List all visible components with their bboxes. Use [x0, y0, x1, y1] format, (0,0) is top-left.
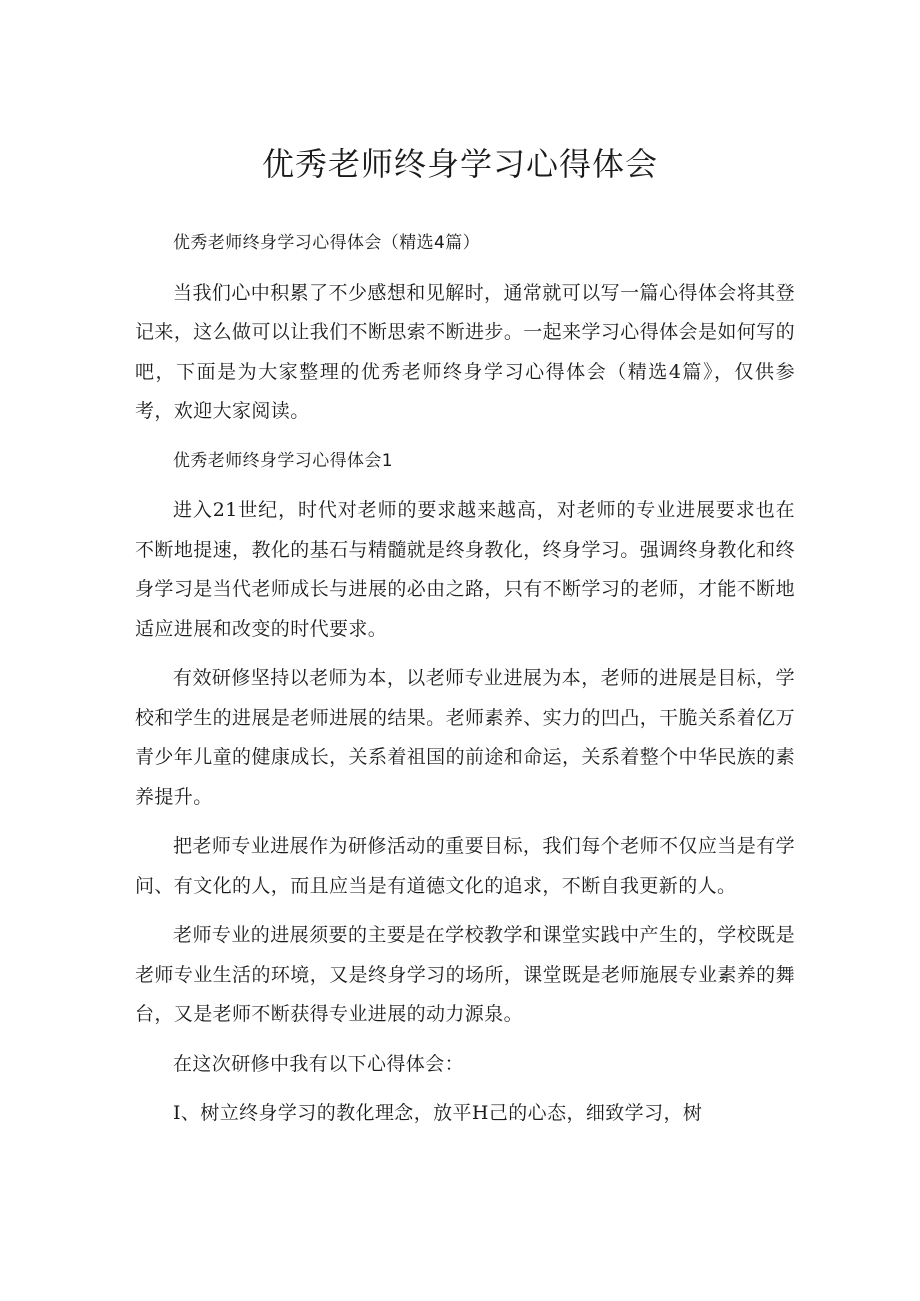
body-paragraph: 有效研修坚持以老师为本，以老师专业进展为本，老师的进展是目标，学校和学生的进展是老师进展的结果。老师素养、实力的凹凸，干脆关系着亿万青少年儿童的健康成长，关系着祖国的前途和命运，关系着整个中华民族的素养提升。	[135, 667, 795, 808]
section-heading: 优秀老师终身学习心得体会1	[173, 450, 394, 471]
subtitle-paragraph: 优秀老师终身学习心得体会（精选4篇）	[173, 233, 481, 253]
document-body	[135, 224, 795, 1134]
list-item: I、树立终身学习的教化理念，放平H己的心态，细致学习，树	[173, 1102, 703, 1124]
body-paragraph: 进入21世纪，时代对老师的要求越来越高，对老师的专业进展要求也在不断地提速，教化的基石与精髓就是终身教化，终身学习。强调终身教化和终身学习是当代老师成长与进展的必由之路，只有不断学习的老师，才能不断地适应进展和改变的时代要求。	[135, 499, 795, 640]
body-paragraph: 在这次研修中我有以下心得体会：	[173, 1052, 465, 1075]
body-paragraph: 老师专业的进展须要的主要是在学校教学和课堂实践中产生的，学校既是老师专业生活的环境，又是终身学习的场所，课堂既是老师施展专业素养的舞台，又是老师不断获得专业进展的动力源泉。	[135, 924, 795, 1025]
intro-paragraph: 当我们心中积累了不少感想和见解时，通常就可以写一篇心得体会将其登记来，这么做可以让我们不断思索不断进步。一起来学习心得体会是如何写的吧，下面是为大家整理的优秀老师终身学习心得体会（精选4篇》，仅供参考，欢迎大家阅读。	[135, 281, 795, 422]
document-title: 优秀老师终身学习心得体会	[261, 145, 658, 183]
body-paragraph: 把老师专业进展作为研修活动的重要目标，我们每个老师不仅应当是有学问、有文化的人，而且应当是有道德文化的追求，不断自我更新的人。	[135, 835, 795, 897]
